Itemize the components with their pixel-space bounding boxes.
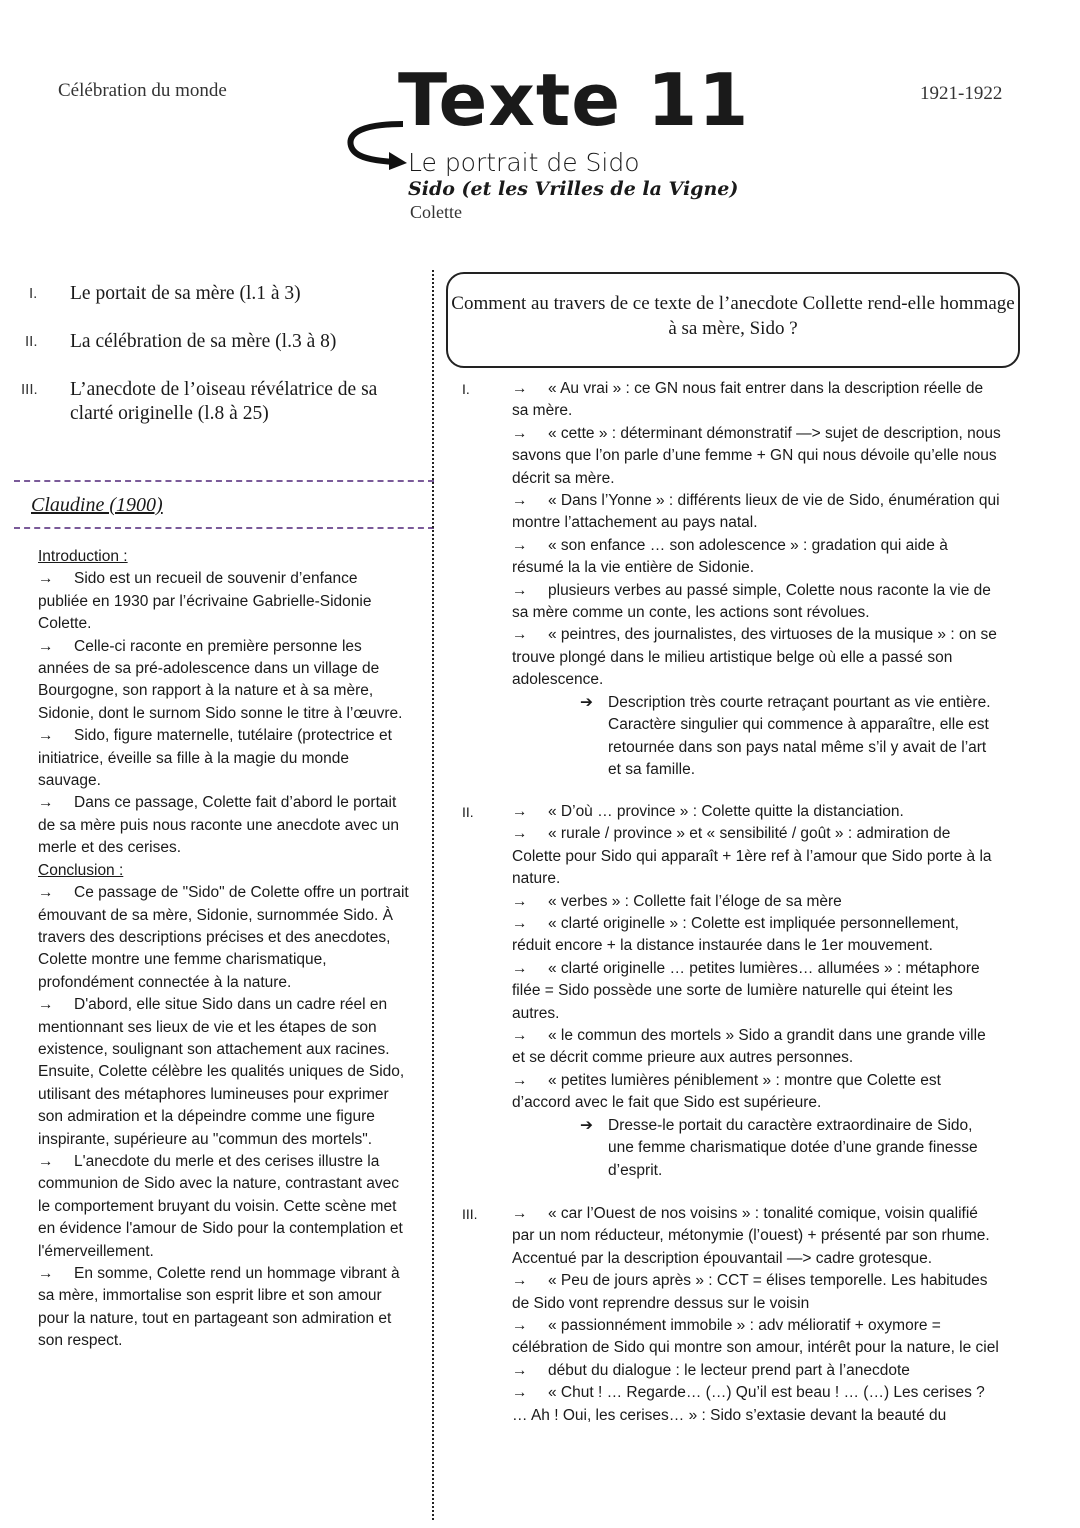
arrow-icon: → [512,581,528,599]
problematic-box: Comment au travers de ce texte de l’anecdote Collette rend-elle hommage à sa mère, Sido ? [446,272,1020,368]
arrow-icon: → [512,915,528,933]
section-number: I. [462,381,470,397]
intro-label: Introduction : [38,548,128,565]
paragraph [38,568,410,635]
analysis-item [512,423,1002,490]
arrow-icon: → [512,1027,528,1045]
summary-text: Description très courte retraçant pourtant as vie entière. Caractère singulier qui commence à apparaître, elle est retournée dans son pays natal même s’il y avait de l’art et sa famille. [608,693,991,778]
plan-text: Le portait de sa mère (l.1 à 3) [70,283,301,304]
page-title: Texte 11 [398,58,750,142]
analysis-text: « Chut ! … Regarde… (…) Qu’il est beau ! … (…) Les cerises ? … Ah ! Oui, les cerises… » : Sido s’extasie devant la beauté du [512,1384,985,1424]
divider [14,480,434,482]
analysis-text: « car l’Ouest de nos voisins » : tonalité comique, voisin qualifié par un nom réducteur, métonymie (l’ouest) + présenté par son rhume. Accentué par la description épouvantail —> cadre grotesque. [512,1205,990,1267]
arrow-icon: → [512,424,528,442]
analysis-item [512,378,1002,423]
analysis-section-3 [462,1203,1002,1427]
plan-text: L’anecdote de l’oiseau révélatrice de sa clarté originelle (l.8 à 25) [70,379,378,424]
analysis-section-1 [462,378,1002,781]
arrow-icon: → [512,380,528,397]
paragraph [38,1263,410,1353]
paragraph-text: Ce passage de "Sido" de Colette offre un portrait émouvant de sa mère, Sidonie, surnommée Sido. À travers des descriptions précises et des anecdotes, Colette montre une femme charismatique, profondément connectée à la nature. [38,884,409,991]
analysis-item [512,958,1002,1025]
arrow-icon: → [38,727,54,745]
bold-arrow-icon: ➔ [580,1116,593,1134]
paragraph-text: L'anecdote du merle et des cerises illustre la communion de Sido avec la nature, contrastant avec le comportement bruyant du voisin. Cette scène met en évidence l'amour de Sido pour la contemplation et l'émerveillement. [38,1152,403,1260]
arrow-icon: → [512,626,528,644]
analysis-text: « cette » : déterminant démonstratif —> sujet de description, nous savons que l’on parle d’une femme + GN qui nous dévoile qu’elle nous décrit sa mère. [512,424,1001,487]
intro-conclusion [38,546,410,1353]
paragraph [38,882,410,994]
analysis-item [512,1382,1002,1427]
arrow-icon: → [38,570,54,588]
paragraph-text: En somme, Colette rend un hommage vibrant à sa mère, immortalise son esprit libre et son amour pour la nature, tout en partageant son admiration et son respect. [38,1265,400,1350]
arrow-icon: → [38,637,54,655]
arrow-icon: → [512,803,528,820]
analysis-item [512,801,1002,823]
analysis-item [512,1203,1002,1270]
analysis-text: plusieurs verbes au passé simple, Colette nous raconte la vie de sa mère comme un conte, les actions sont révolues. [512,581,991,622]
analysis-item [512,1270,1002,1315]
arrow-icon: → [38,794,54,812]
arrow-icon: → [512,1384,528,1402]
arrow-icon: → [38,1152,54,1170]
paragraph [38,636,410,726]
arrow-icon: → [512,825,528,843]
arrow-icon: → [512,492,528,510]
analysis-text: « verbes » : Collette fait l’éloge de sa mère [548,892,842,910]
analysis-item [512,1070,1002,1115]
summary-text: Dresse-le portait du caractère extraordinaire de Sido, une femme charismatique dotée d’une grande finesse d’esprit. [608,1116,978,1179]
analysis-item [512,1315,1002,1360]
claudine-heading: Claudine (1900) [31,494,163,516]
paragraph [38,994,410,1151]
analysis-text: « clarté originelle » : Colette est impliquée personnellement, réduit encore + la distance instaurée dans le 1er mouvement. [512,915,959,955]
section-number: III. [462,1206,478,1222]
subtitle: Le portrait de Sido [408,148,640,177]
analysis-text: « clarté originelle … petites lumières… allumées » : métaphore filée = Sido possède une sorte de lumière naturelle qui éteint les autres. [512,959,980,1022]
column-divider [432,270,434,1520]
analysis-text: « peintres, des journalistes, des virtuoses de la musique » : on se trouve plongé dans le milieu artistique belge où elle a passé son adolescence. [512,626,997,689]
analysis-item [512,823,1002,890]
plan-text: La célébration de sa mère (l.3 à 8) [70,331,337,352]
analysis-item [512,891,1002,913]
divider [14,527,434,529]
analysis-text: « D’où … province » : Colette quitte la distanciation. [548,803,904,820]
analysis-text: début du dialogue : le lecteur prend part à l’anecdote [548,1361,910,1379]
analysis-text: « rurale / province » et « sensibilité / goût » : admiration de Colette pour Sido qui apparaît + 1ère ref à l’amour que Sido porte à la nature. [512,825,992,888]
arrow-icon: → [512,959,528,977]
arrow-icon: → [38,884,54,902]
analysis-text: « son enfance … son adolescence » : gradation qui aide à résumé la la vie entière de Sidonie. [512,536,948,577]
paragraph [38,725,410,792]
analysis-item [512,535,1002,580]
plan-num: II. [25,333,38,350]
arrow-icon: → [512,1205,528,1222]
header-years: 1921-1922 [920,83,1003,104]
work-title: Sido (et les Vrilles de la Vigne) [408,178,739,200]
arrow-icon: → [512,1272,528,1290]
paragraph-text: Celle-ci raconte en première personne les années de sa pré-adolescence dans un village de Bourgogne, son rapport à la nature et à sa mère, Sidonie, dont le surnom Sido sonne le titre à l’œuvre. [38,637,403,722]
analysis-item [512,624,1002,691]
header-theme: Célébration du monde [58,80,227,101]
analysis-section-2 [462,801,1002,1182]
analysis-text: « le commun des mortels » Sido a grandit dans une grande ville et se décrit comme prieure aux autres personnes. [512,1027,986,1067]
analysis-item [512,1025,1002,1070]
analysis-item [512,913,1002,958]
analysis-text: « Peu de jours après » : CCT = élises temporelle. Les habitudes de Sido vont reprendre dessus sur le voisin [512,1272,988,1312]
analysis-text: « Dans l’Yonne » : différents lieux de vie de Sido, énumération qui montre l’attachement au pays natal. [512,492,1000,532]
analysis-item [512,490,1002,535]
bold-arrow-icon: ➔ [580,693,593,711]
arrow-icon: → [38,1265,54,1282]
analysis-item [512,1360,1002,1382]
arrow-icon: → [512,536,528,554]
plan-num: III. [21,381,38,398]
author: Colette [410,202,462,222]
analysis-text: « petites lumières péniblement » : montre que Colette est d’accord avec le fait que Sido est supérieure. [512,1071,941,1112]
paragraph [38,1151,410,1263]
arrow-icon: → [38,996,54,1014]
paragraph-text: Dans ce passage, Colette fait d’abord le portait de sa mère puis nous raconte une anecdote avec un merle et des cerises. [38,794,400,857]
curved-arrow-icon [345,118,411,170]
paragraph-text: Sido est un recueil de souvenir d’enfance publiée en 1930 par l’écrivaine Gabrielle-Sidonie Colette. [38,570,372,633]
summary-item [580,692,1002,782]
analysis-item [512,580,1002,625]
arrow-icon: → [512,1071,528,1089]
analysis-text: « passionnément immobile » : adv mélioratif + oxymore = célébration de Sido qui montre son amour, intérêt pour la nature, le ciel [512,1317,999,1357]
arrow-icon: → [512,1317,528,1335]
paragraph-text: Sido, figure maternelle, tutélaire (protectrice et initiatrice, éveille sa fille à la magie du monde sauvage. [38,727,392,790]
arrow-icon: → [512,892,528,910]
conclusion-label: Conclusion : [38,861,124,879]
arrow-icon: → [512,1361,528,1379]
plan-num: I. [29,285,38,302]
analysis-text: « Au vrai » : ce GN nous fait entrer dans la description réelle de sa mère. [512,380,984,420]
paragraph-text: D'abord, elle situe Sido dans un cadre réel en mentionnant ses lieux de vie et les étapes de son existence, soulignant son attachement aux racines. Ensuite, Colette célèbre les qualités uniques de Sido, utilisant des métaphores lumineuses pour exprimer son admiration et la dépeindre comme une figure inspirante, supérieure au "commun des mortels". [38,996,405,1148]
summary-item [580,1115,1002,1182]
section-number: II. [462,804,474,820]
paragraph [38,792,410,859]
